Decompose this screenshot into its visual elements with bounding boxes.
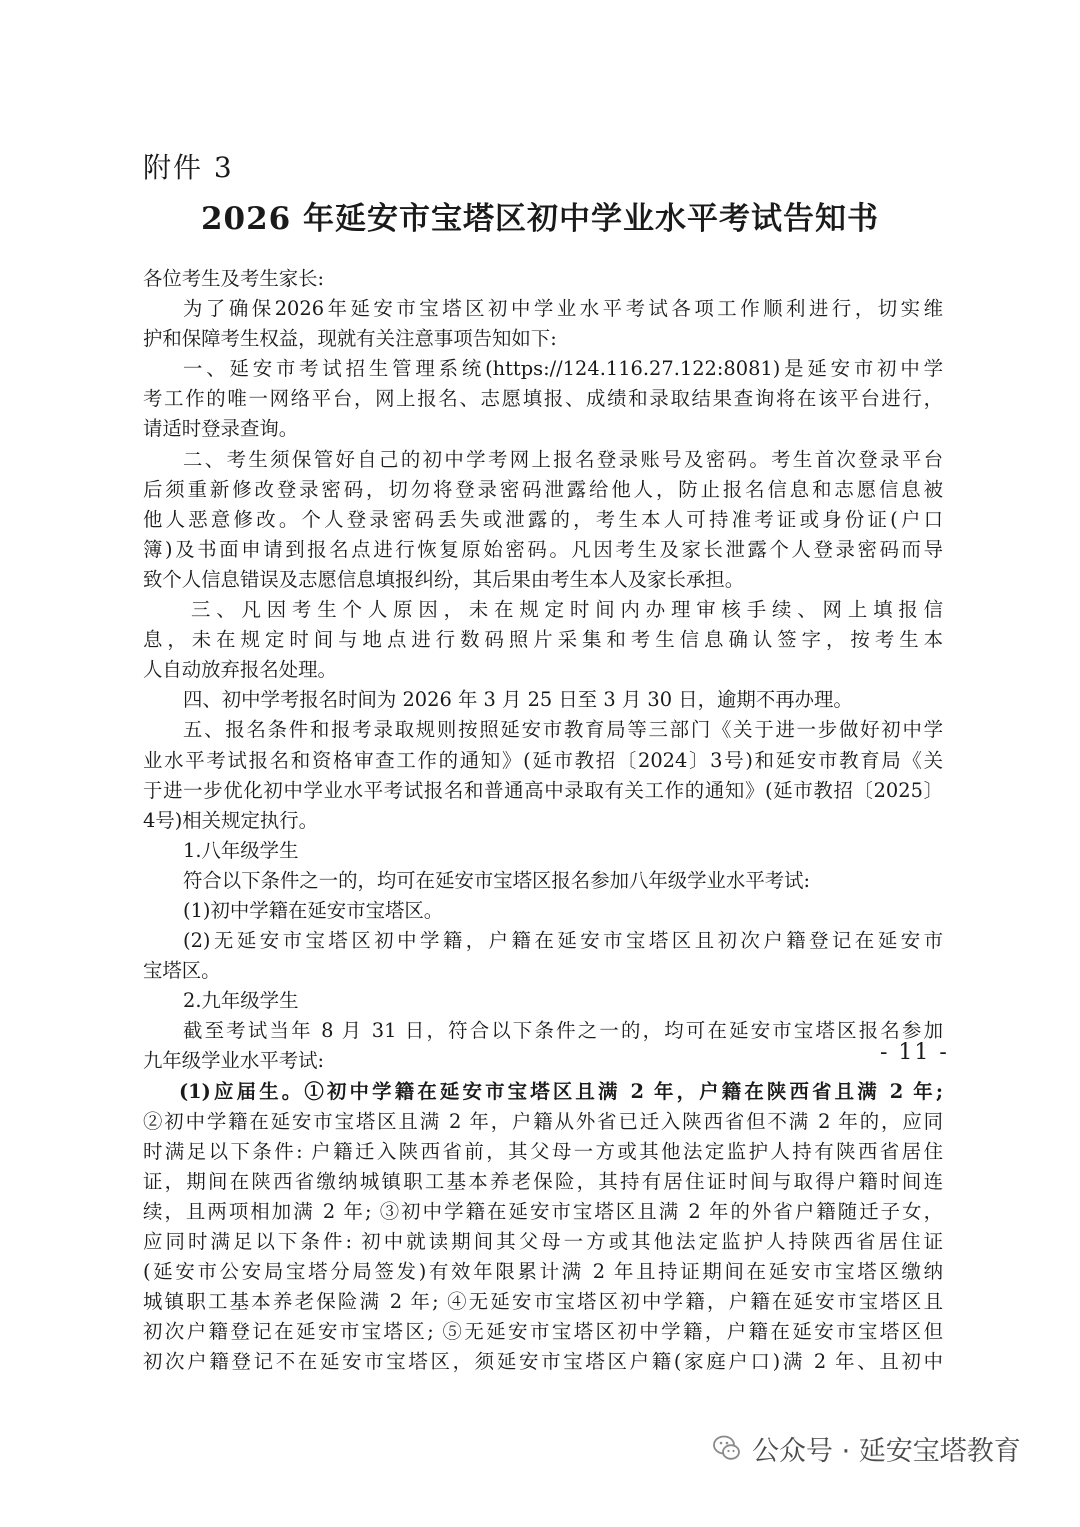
paragraph-line: 二、考生须保管好自己的初中学考网上报名登录账号及密码。考生首次登录平台 [183,447,943,471]
paragraph-line: 人自动放弃报名处理。 [143,658,337,682]
list-item: (2)无延安市宝塔区初中学籍，户籍在延安市宝塔区且初次户籍登记在延安市 [183,929,943,953]
paragraph-line: 初次户籍登记在延安市宝塔区; ⑤无延安市宝塔区初中学籍，户籍在延安市宝塔区但 [143,1320,943,1344]
list-item: (1)应届生。①初中学籍在延安市宝塔区且满 2 年，户籍在陕西省且满 2 年; [179,1079,943,1103]
paragraph-line: 一、延安市考试招生管理系统(https://124.116.27.122:8081)是延安市初中学 [183,357,943,381]
paragraph-line: 簿)及书面申请到报名点进行恢复原始密码。凡因考生及家长泄露个人登录密码而导 [143,537,943,561]
paragraph-line: 时满足以下条件: 户籍迁入陕西省前，其父母一方或其他法定监护人持有陕西省居住 [143,1139,943,1163]
document-title: 2026 年延安市宝塔区初中学业水平考试告知书 [200,201,880,237]
section-heading: 1.八年级学生 [183,838,299,862]
paragraph-line: ②初中学籍在延安市宝塔区且满 2 年，户籍从外省已迁入陕西省但不满 2 年的，应同 [143,1109,943,1133]
paragraph-line: 城镇职工基本养老保险满 2 年; ④无延安市宝塔区初中学籍，户籍在延安市宝塔区且 [143,1290,943,1314]
paragraph-line: 后须重新修改登录密码，切勿将登录密码泄露给他人，防止报名信息和志愿信息被 [143,477,943,501]
watermark-text: 公众号 · 延安宝塔教育 [752,1435,1021,1467]
paragraph-line: 他人恶意修改。个人登录密码丢失或泄露的，考生本人可持准考证或身份证(户口 [143,507,943,531]
paragraph-line: 于进一步优化初中学业水平考试报名和普通高中录取有关工作的通知》(延市教招〔2025〕 [143,778,943,802]
document-body [143,264,943,1377]
paragraph-line: 截至考试当年 8 月 31 日，符合以下条件之一的，均可在延安市宝塔区报名参加 [183,1019,943,1043]
watermark [712,1425,1021,1471]
paragraph-line: 三、凡因考生个人原因，未在规定时间内办理审核手续、网上填报信 [191,598,943,622]
paragraph-line: 初次户籍登记不在延安市宝塔区，须延安市宝塔区户籍(家庭户口)满 2 年、且初中 [143,1350,943,1374]
paragraph-line: 应同时满足以下条件: 初中就读期间其父母一方或其他法定监护人持陕西省居住证 [143,1230,943,1253]
paragraph-line: 证，期间在陕西省缴纳城镇职工基本养老保险，其持有居住证时间与取得户籍时间连 [143,1169,943,1193]
wechat-icon [712,1433,742,1463]
paragraph-line: 考工作的唯一网络平台，网上报名、志愿填报、成绩和录取结果查询将在该平台进行， [143,387,943,411]
paragraph-line: 九年级学业水平考试: [143,1049,325,1073]
paragraph-line: 为了确保2026年延安市宝塔区初中学业水平考试各项工作顺利进行，切实维 [183,297,943,321]
paragraph-line: 四、初中学考报名时间为 2026 年 3 月 25 日至 3 月 30 日，逾期不再办理。 [183,688,853,712]
paragraph-line: 致个人信息错误及志愿信息填报纠纷，其后果由考生本人及家长承担。 [143,567,745,591]
salutation: 各位考生及考生家长: [143,267,325,290]
paragraph-line: 请适时登录查询。 [143,417,299,441]
paragraph-line: 符合以下条件之一的，均可在延安市宝塔区报名参加八年级学业水平考试: [183,868,811,892]
paragraph-line: 宝塔区。 [143,959,221,983]
paragraph-line: 息，未在规定时间与地点进行数码照片采集和考生信息确认签字，按考生本 [143,628,943,652]
page-number: - 11 - [880,1040,949,1065]
paragraph-line: 续，且两项相加满 2 年; ③初中学籍在延安市宝塔区且满 2 年的外省户籍随迁子女， [143,1199,943,1223]
paragraph-line: 4号)相关规定执行。 [143,808,319,832]
paragraph-line: (延安市公安局宝塔分局签发)有效年限累计满 2 年且持证期间在延安市宝塔区缴纳 [143,1260,943,1284]
paragraph-line: 护和保障考生权益，现就有关注意事项告知如下: [143,327,557,351]
paragraph-line: 五、报名条件和报考录取规则按照延安市教育局等三部门《关于进一步做好初中学 [183,718,943,742]
paragraph-line: 业水平考试报名和资格审查工作的通知》(延市教招〔2024〕3号)和延安市教育局《关 [143,748,943,772]
list-item: (1)初中学籍在延安市宝塔区。 [183,898,444,922]
attachment-label: 附件 3 [143,151,234,184]
section-heading: 2.九年级学生 [183,989,299,1013]
